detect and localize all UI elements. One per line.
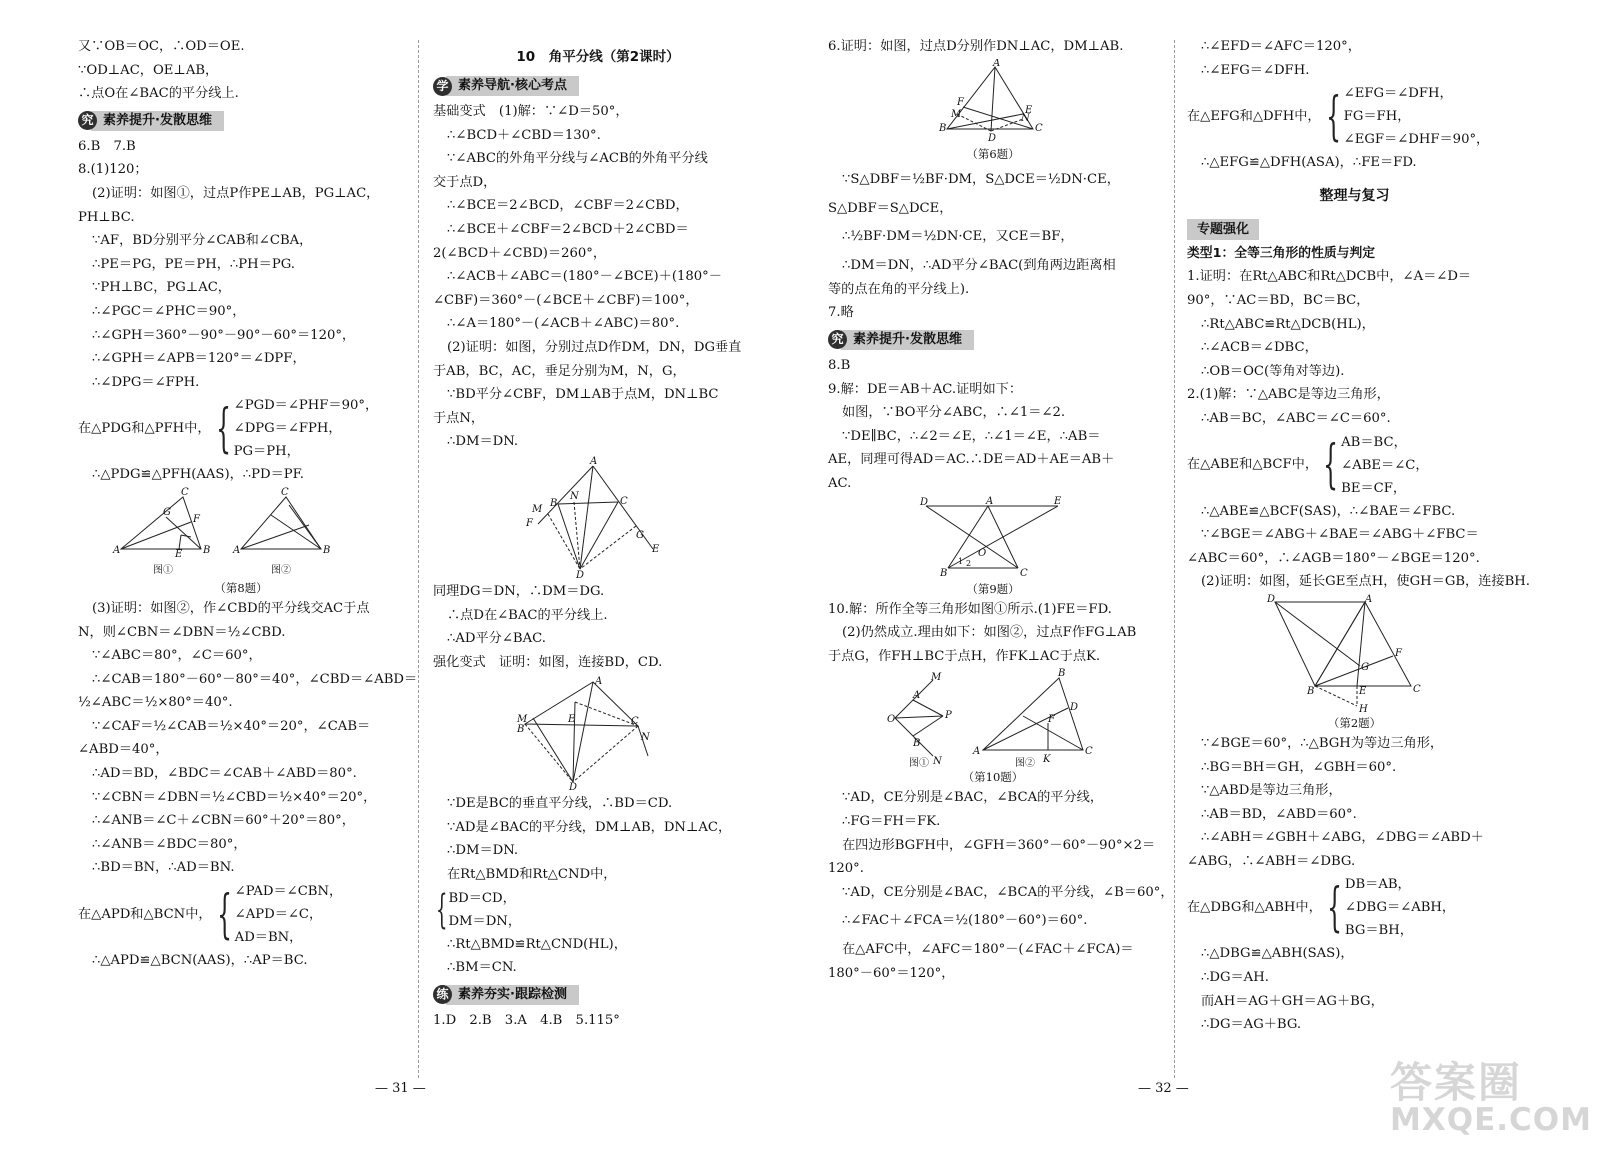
text-line: 1.D 2.B 3.A 4.B 5.115° — [433, 1012, 620, 1028]
text-line: 等的点在角的平分线上). — [828, 281, 970, 297]
text-line: ∴△ABE≌△BCF(SAS)，∴∠BAE＝∠FBC. — [1201, 503, 1456, 519]
text-line: ∴∠FAC＋∠FCA＝½(180°－60°)＝60°. — [842, 913, 1088, 929]
text-line: ∵DE是BC的垂直平分线，∴BD＝CD. — [447, 796, 673, 812]
equation-system — [78, 394, 404, 463]
text-line: ∴BD＝BN，∴AD＝BN. — [92, 860, 235, 876]
svg-text:1: 1 — [958, 556, 964, 566]
svg-text:D: D — [1266, 593, 1275, 605]
text-line: 9.解：DE＝AB＋AC.证明如下： — [828, 381, 1023, 397]
text-line: 于点N， — [433, 410, 485, 426]
svg-text:B: B — [550, 497, 558, 509]
text-line: ∴∠ABH＝∠GBH＋∠ABG，∠DBG＝∠ABD＋ — [1201, 830, 1484, 846]
text-line: 2.(1)解：∵△ABC是等边三角形， — [1187, 387, 1390, 403]
text-line: PH⊥BC. — [78, 209, 135, 225]
text-line: ∴∠BCE＝2∠BCD，∠CBF＝2∠CBD， — [447, 198, 689, 214]
text-line: 在Rt△BMD和Rt△CND中， — [447, 867, 617, 883]
svg-text:D: D — [1070, 702, 1079, 714]
system-row: BE＝CF， — [1341, 480, 1407, 496]
system-lead: 在△ABE和△BCF中， — [1187, 457, 1319, 473]
brace: { — [435, 886, 448, 933]
svg-text:N: N — [641, 732, 650, 744]
text-line: ∵PH⊥BC，PG⊥AC， — [92, 280, 231, 296]
text-line: ∵∠BGE＝∠ABG＋∠BAE＝∠ABG＋∠FBC＝ — [1201, 527, 1479, 543]
text-line: ∴AB＝BC，∠ABC＝∠C＝60°. — [1201, 410, 1391, 426]
left-page-column-2 — [433, 43, 763, 1032]
svg-text:C: C — [620, 495, 628, 507]
svg-text:M: M — [951, 108, 962, 120]
svg-text:B: B — [203, 544, 211, 556]
svg-text:C: C — [1035, 122, 1043, 134]
text-line: 120°. — [828, 861, 864, 877]
text-line: ∴△EFG≌△DFH(ASA)，∴FE＝FD. — [1201, 155, 1417, 171]
text-line: ∴∠PGC＝∠PHC＝90°， — [92, 303, 246, 319]
system-row: BD＝CD， — [448, 890, 516, 906]
text-line: 6.B 7.B — [78, 138, 136, 154]
figure-caption: （第6题） — [966, 146, 1020, 161]
tag-label: 素养导航·核心考点 — [446, 76, 579, 96]
text-line: ∴∠A＝180°－(∠ACB＋∠ABC)＝80°. — [447, 316, 680, 332]
svg-text:D: D — [920, 496, 929, 508]
svg-text:2: 2 — [966, 558, 972, 568]
svg-text:B: B — [939, 122, 947, 134]
text-line: ∴△APD≌△BCN(AAS)，∴AP＝BC. — [92, 953, 308, 969]
svg-text:O: O — [887, 714, 896, 726]
watermark-line: MXQE.COM — [1390, 1102, 1593, 1138]
text-line: ∴∠ACB＋∠ABC＝(180°－∠BCE)＋(180°－ — [447, 269, 722, 285]
brace: { — [1326, 877, 1342, 938]
text-line: ∴∠GPH＝360°－90°－90°－60°＝120°， — [92, 327, 356, 343]
svg-text:C: C — [1085, 746, 1093, 758]
text-line: ∴AD＝BD，∠BDC＝∠CAB＋∠ABD＝80°. — [92, 766, 357, 782]
brace: { — [1323, 435, 1339, 496]
equation-system — [1187, 82, 1522, 151]
text-line: ∵∠BGE＝60°，∴△BGH为等边三角形， — [1201, 735, 1444, 751]
watermark-line: 答案圈 — [1390, 1058, 1523, 1107]
text-line: 于AB，BC，AC，垂足分别为M，N，G， — [433, 363, 686, 379]
column-divider-left — [418, 40, 419, 1078]
text-line: ∴PE＝PG，PE＝PH，∴PH＝PG. — [92, 256, 296, 272]
tag-icon: 究 — [828, 330, 847, 349]
svg-text:A: A — [1364, 593, 1372, 605]
text-line: ∴DM＝DN. — [447, 843, 519, 859]
figure-label: 图② — [1015, 758, 1035, 769]
text-line: ∴½BF·DM＝½DN·CE，又CE＝BF， — [842, 229, 1074, 245]
text-line: ∴∠ANB＝∠C＋∠CBN＝60°＋20°＝80°， — [92, 813, 355, 829]
special-topic-tag: 专题强化 — [1187, 219, 1259, 240]
system-row: PG＝PH， — [233, 444, 300, 460]
equation-system — [78, 880, 404, 949]
text-line: S△DBF＝S△DCE， — [828, 200, 953, 216]
tag-icon: 练 — [433, 985, 452, 1004]
system-row: ∠PGD＝∠PHF＝90°， — [233, 398, 379, 414]
text-line: ∴点D在∠BAC的平分线上. — [447, 607, 608, 623]
svg-text:E: E — [175, 548, 183, 560]
svg-text:N: N — [933, 756, 942, 768]
text-line: (2)证明：如图，分别过点D作DM，DN，DG垂直 — [447, 339, 742, 355]
column-divider-right — [1174, 40, 1175, 1078]
system-lead: 在△APD和△BCN中， — [78, 906, 212, 922]
system-row: ∠EFG＝∠DFH， — [1343, 86, 1453, 102]
svg-text:E: E — [1358, 685, 1366, 697]
tag-icon: 学 — [433, 77, 452, 96]
text-line: ∵∠CAF＝½∠CAB＝½×40°＝20°，∠CAB＝ — [92, 718, 371, 734]
text-line: ∴DM＝DN. — [447, 434, 519, 450]
text-line: ∵△ABD是等边三角形， — [1201, 783, 1342, 799]
svg-text:A: A — [986, 495, 994, 507]
equation-system — [1187, 431, 1522, 500]
text-line: 而AH＝AG＋GH＝AG＋BG， — [1201, 993, 1384, 1009]
svg-text:H: H — [1358, 703, 1368, 714]
text-line: ∴Rt△ABC≌Rt△DCB(HL)， — [1201, 316, 1375, 332]
system-row: ∠DPG＝∠FPH， — [233, 421, 342, 437]
system-row: AD＝BN， — [234, 930, 303, 946]
text-line: ∴Rt△BMD≌Rt△CND(HL)， — [447, 936, 627, 952]
figure-strengthen-variant — [513, 674, 683, 792]
svg-text:N: N — [1021, 112, 1030, 124]
text-line: ∠ABC＝60°，∴∠AGB＝180°－∠BGE＝120°. — [1187, 550, 1480, 566]
text-line: 如图，∵BO平分∠ABC，∴∠1＝∠2. — [842, 405, 1066, 421]
section-tag-practice — [433, 984, 763, 1006]
figure-caption: （第9题） — [966, 581, 1020, 596]
text-line: 180°－60°＝120°， — [828, 965, 955, 981]
system-lead: 在△EFG和△DFH中， — [1187, 108, 1321, 124]
text-line: 10.解：所作全等三角形如图①所示.(1)FE＝FD. — [828, 601, 1112, 617]
text-line: ∴DG＝AG＋BG. — [1201, 1017, 1302, 1033]
equation-system — [1187, 873, 1522, 942]
page-number-right: — 32 — — [1138, 1081, 1189, 1096]
text-line: ∴AD平分∠BAC. — [447, 631, 546, 647]
text-line: ∴△PDG≌△PFH(AAS)，∴PD＝PF. — [92, 467, 304, 483]
figure-10 — [883, 668, 1103, 768]
text-line: ∴AB＝BD，∠ABD＝60°. — [1201, 806, 1357, 822]
svg-text:D: D — [988, 132, 997, 144]
system-lead: 在△DBG和△ABH中， — [1187, 900, 1322, 916]
text-line: ∴点O在∠BAC的平分线上. — [78, 86, 239, 102]
system-row: ∠DBG＝∠ABH， — [1344, 900, 1456, 916]
svg-text:D: D — [576, 569, 585, 580]
svg-text:F: F — [1048, 714, 1055, 726]
text-line: 于点G，作FH⊥BC于点H，作FK⊥AC于点K. — [828, 648, 1101, 664]
text-line: 强化变式 证明：如图，连接BD，CD. — [433, 654, 663, 670]
text-line: ∠ABD＝40°， — [78, 742, 169, 758]
system-row: DM＝DN， — [448, 913, 522, 929]
svg-text:D: D — [569, 782, 578, 793]
right-page-column-2 — [1187, 35, 1530, 1037]
svg-text:A: A — [233, 544, 241, 556]
section-tag-explore — [828, 329, 1158, 351]
svg-text:M: M — [517, 714, 528, 726]
svg-text:A: A — [595, 676, 603, 688]
text-line: ½∠ABC＝½×80°＝40°. — [78, 695, 233, 711]
text-line: (2)仍然成立.理由如下：如图②，过点F作FG⊥AB — [842, 625, 1137, 641]
svg-text:C: C — [631, 716, 639, 728]
text-line: ∵AD，CE分别是∠BAC，∠BCA的平分线， — [842, 790, 1104, 806]
text-line: ∵AD是∠BAC的平分线，DM⊥AB，DN⊥AC， — [447, 819, 732, 835]
text-line: ∴BM＝CN. — [447, 960, 517, 976]
svg-text:G: G — [1360, 661, 1369, 673]
text-line: 交于点D， — [433, 174, 497, 190]
lesson-title: 10 角平分线（第2课时） — [516, 49, 680, 65]
figure-6 — [933, 59, 1053, 145]
left-page-column-1 — [78, 35, 418, 973]
system-row: ∠PAD＝∠CBN， — [234, 884, 343, 900]
figure-basic-variant — [518, 454, 678, 580]
system-lead: 在△PDG和△PFH中， — [78, 421, 211, 437]
text-line: ∴∠BCE＋∠CBF＝2∠BCD＋2∠CBD＝ — [447, 221, 689, 237]
text-line: 90°，∵AC＝BD，BC＝BC， — [1187, 292, 1370, 308]
text-line: ∴FG＝FH＝FK. — [842, 813, 941, 829]
text-line: ∴∠ACB＝∠DBC， — [1201, 340, 1318, 356]
figure-caption: （第2题） — [1327, 715, 1382, 730]
text-line: ∠ABG，∴∠ABH＝∠DBG. — [1187, 853, 1356, 869]
figure-2 — [1265, 594, 1445, 714]
text-line: ∵BD平分∠CBF，DM⊥AB于点M，DN⊥BC — [447, 387, 719, 403]
text-line: AE，同理可得AD＝AC.∴DE＝AD＋AE＝AB＋ — [828, 452, 1115, 468]
svg-text:A: A — [113, 544, 121, 556]
text-line: (2)证明：如图①，过点P作PE⊥AB，PG⊥AC， — [92, 185, 380, 201]
text-line: (3)证明：如图②，作∠CBD的平分线交AC于点 — [92, 600, 370, 616]
svg-text:C: C — [281, 486, 289, 498]
text-line: ∵DE∥BC，∴∠2＝∠E，∴∠1＝∠E，∴AB＝ — [842, 428, 1101, 444]
text-line: ∴BG＝BH＝GH，∠GBH＝60°. — [1201, 759, 1397, 775]
svg-text:B: B — [1058, 668, 1066, 680]
system-row: BG＝BH， — [1344, 923, 1413, 939]
text-line: ∴DG＝AH. — [1201, 970, 1269, 986]
svg-text:A: A — [913, 690, 921, 702]
svg-text:N: N — [570, 490, 579, 502]
system-row: AB＝BC， — [1341, 434, 1407, 450]
svg-text:B: B — [1306, 685, 1314, 697]
figure-label: 图② — [271, 564, 291, 576]
system-row: DB＝AB， — [1344, 877, 1411, 893]
tag-icon: 究 — [78, 111, 97, 130]
svg-text:C: C — [1020, 567, 1028, 579]
svg-text:F: F — [193, 513, 200, 525]
figure-label: 图① — [909, 758, 929, 769]
brace: { — [1325, 86, 1341, 147]
text-line: ∴∠BCD＋∠CBD＝130°. — [447, 127, 601, 143]
section-tag-explore — [78, 110, 404, 132]
figure-8 — [111, 487, 371, 579]
system-row: FG＝FH， — [1343, 109, 1411, 125]
right-page-column-1 — [828, 35, 1174, 985]
svg-text:B: B — [940, 567, 948, 579]
system-row: ∠APD＝∠C， — [234, 907, 323, 923]
svg-text:G: G — [636, 529, 644, 541]
text-line: 1.证明：在Rt△ABC和Rt△DCB中，∠A＝∠D＝ — [1187, 269, 1472, 285]
text-line: ∴DM＝DN，∴AD平分∠BAC(到角两边距离相 — [842, 258, 1116, 274]
figure-9 — [918, 496, 1068, 580]
svg-text:F: F — [1394, 647, 1402, 659]
text-line: ∴∠DPG＝∠FPH. — [92, 374, 200, 390]
svg-text:C: C — [181, 486, 189, 498]
system-row: ∠EGF＝∠DHF＝90°， — [1343, 132, 1490, 148]
svg-text:E: E — [652, 543, 660, 555]
tag-label: 素养提升·发散思维 — [841, 330, 974, 350]
text-line: ∴∠GPH＝∠APB＝120°＝∠DPF， — [92, 351, 306, 367]
text-line: ∵∠ABC的外角平分线与∠ACB的外角平分线 — [447, 151, 708, 167]
text-line: ∴△DBG≌△ABH(SAS)， — [1201, 946, 1354, 962]
brace: { — [216, 884, 232, 945]
type-heading: 类型1：全等三角形的性质与判定 — [1187, 245, 1376, 261]
text-line: ∵AD，CE分别是∠BAC，∠BCA的平分线，∠B＝60°， — [842, 884, 1174, 900]
text-line: ∵AF，BD分别平分∠CAB和∠CBA， — [92, 233, 313, 249]
text-line: N，则∠CBN＝∠DBN＝½∠CBD. — [78, 624, 286, 640]
svg-text:E: E — [568, 714, 576, 726]
svg-text:B: B — [517, 724, 525, 736]
text-line: 8.B — [828, 357, 851, 373]
text-line: 在四边形BGFH中，∠GFH＝360°－60°－90°×2＝ — [842, 837, 1156, 853]
watermark — [1390, 1050, 1592, 1138]
text-line: 8.(1)120； — [78, 162, 148, 178]
text-line: ∵∠CBN＝∠DBN＝½∠CBD＝½×40°＝20°， — [92, 789, 377, 805]
text-line: 2(∠BCD＋∠CBD)＝260°， — [433, 245, 607, 261]
text-line: 又∵OB＝OC，∴OD＝OE. — [78, 39, 245, 54]
svg-text:M: M — [931, 672, 942, 684]
review-title: 整理与复习 — [1319, 187, 1390, 204]
svg-text:E: E — [1025, 104, 1033, 116]
text-line: 6.证明：如图，过点D分别作DN⊥AC，DM⊥AB. — [828, 39, 1124, 54]
text-line: 7.略 — [828, 305, 854, 321]
text-line: ∵∠ABC＝80°，∠C＝60°， — [92, 648, 262, 664]
svg-text:E: E — [1054, 495, 1062, 507]
text-line: 同理DG＝DN，∴DM＝DG. — [433, 583, 605, 599]
system-row: ∠ABE＝∠C， — [1341, 457, 1429, 473]
svg-text:M: M — [532, 503, 543, 515]
text-line: 在△AFC中，∠AFC＝180°－(∠FAC＋∠FCA)＝ — [842, 942, 1134, 958]
text-line: ∵S△DBF＝½BF·DM，S△DCE＝½DN·CE， — [842, 171, 1120, 187]
section-tag-learn — [433, 75, 763, 97]
svg-text:A: A — [993, 58, 1001, 69]
svg-text:F: F — [526, 517, 533, 529]
svg-text:O: O — [978, 547, 987, 559]
svg-text:B: B — [913, 738, 921, 750]
brace: { — [215, 398, 231, 459]
figure-caption: （第10题） — [962, 770, 1024, 785]
text-line: ∴∠CAB＝180°－60°－80°＝40°，∠CBD＝∠ABD＝ — [92, 671, 418, 687]
svg-text:C: C — [1412, 683, 1421, 695]
text-line: ∴∠ANB＝∠BDC＝80°， — [92, 836, 247, 852]
text-line: ∵OD⊥AC，OE⊥AB， — [78, 62, 219, 78]
svg-text:A: A — [973, 746, 981, 758]
text-line: ∴OB＝OC(等角对等边). — [1201, 363, 1345, 379]
svg-text:A: A — [590, 455, 598, 467]
tag-label: 素养夯实·跟踪检测 — [446, 985, 579, 1005]
svg-text:P: P — [945, 710, 952, 722]
equation-system — [433, 887, 763, 933]
text-line: (2)证明：如图，延长GE至点H，使GH＝GB，连接BH. — [1201, 574, 1530, 590]
tag-label: 素养提升·发散思维 — [91, 111, 224, 131]
text-line: ∴∠EFG＝∠DFH. — [1201, 62, 1310, 78]
text-line: ∠CBF)＝360°－(∠BCE＋∠CBF)＝100°， — [433, 292, 699, 308]
page-number-left: — 31 — — [375, 1081, 426, 1096]
text-line: 基础变式 (1)解：∵∠D＝50°， — [433, 104, 629, 119]
text-line: AC. — [828, 475, 852, 491]
svg-text:G: G — [163, 506, 171, 518]
svg-text:F: F — [957, 96, 964, 108]
figure-caption: （第8题） — [214, 580, 268, 595]
svg-text:K: K — [1043, 754, 1051, 766]
figure-label: 图① — [153, 564, 173, 576]
svg-text:B: B — [323, 544, 331, 556]
text-line: ∴∠EFD＝∠AFC＝120°， — [1201, 39, 1361, 54]
